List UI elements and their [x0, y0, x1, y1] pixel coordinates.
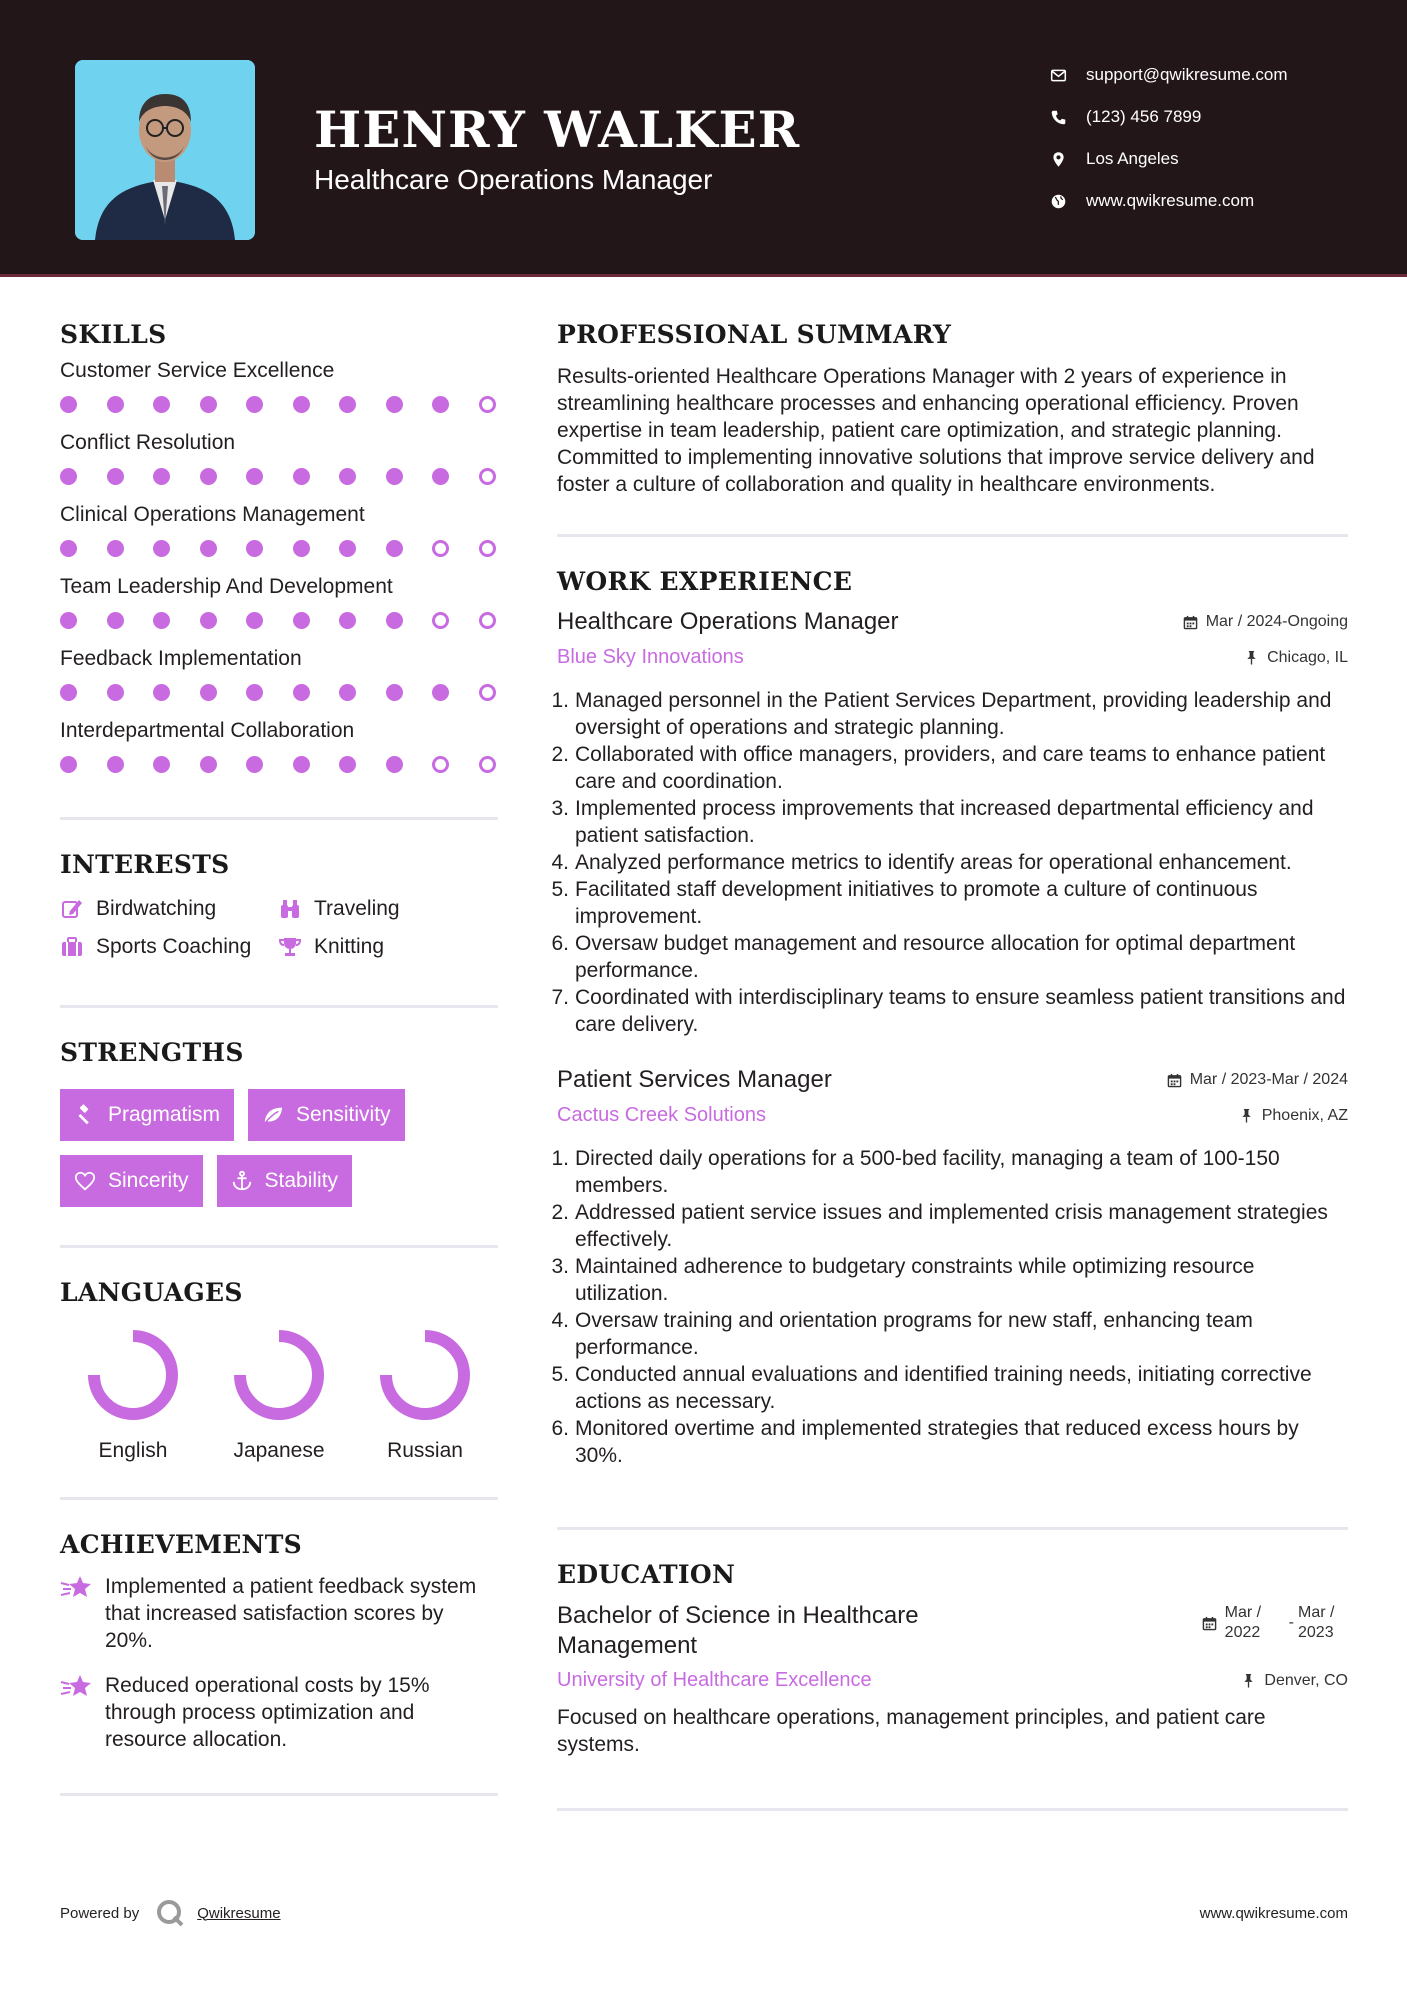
strength-label: Pragmatism: [108, 1103, 221, 1126]
skill-dot-filled: [293, 540, 310, 557]
job-location-text: Phoenix, AZ: [1261, 1106, 1348, 1124]
job-location: [1244, 649, 1348, 667]
interests-title: INTERESTS: [60, 850, 230, 879]
skill-rating: [60, 675, 498, 709]
skill-dot-filled: [107, 684, 124, 701]
skill-item: [60, 719, 498, 781]
contact-phone-text: (123) 456 7899: [1086, 107, 1202, 126]
section-divider: [557, 1527, 1348, 1530]
skill-dot-filled: [293, 468, 310, 485]
strengths-section: [60, 1038, 498, 1207]
skill-dot-filled: [246, 684, 263, 701]
education-title: EDUCATION: [557, 1560, 736, 1589]
summary-title: PROFESSIONAL SUMMARY: [557, 320, 952, 349]
pushpin-icon: [1244, 650, 1259, 665]
phone-icon: [1050, 109, 1086, 126]
responsibility-item: 6. Oversaw budget management and resource allocation for optimal department performance.: [551, 932, 1296, 982]
skill-dot-filled: [293, 612, 310, 629]
section-divider: [60, 1005, 498, 1008]
envelope-icon: [1050, 67, 1086, 84]
language-name: English: [98, 1439, 168, 1462]
calendar-icon: [1183, 615, 1198, 630]
responsibility-item: 5. Facilitated staff development initiatives to promote a culture of continuous improvement.: [551, 878, 1258, 928]
skills-section: [60, 320, 498, 781]
strength-chip: [60, 1089, 234, 1141]
skill-dot-filled: [339, 540, 356, 557]
responsibility-item: 2. Addressed patient service issues and implemented crisis management strategies effectively.: [551, 1201, 1328, 1251]
language-name: Russian: [387, 1439, 463, 1462]
language-item: [206, 1327, 352, 1463]
skill-name: Customer Service Excellence: [60, 359, 335, 382]
language-name: Japanese: [233, 1439, 325, 1462]
education-start: Mar / 2022: [1224, 1604, 1262, 1641]
job-entry: [551, 608, 1348, 1038]
job-location: [1239, 1107, 1348, 1125]
summary-text: Results-oriented Healthcare Operations Manager with 2 years of experience in streamlining healthcare processes and enhancing operational efficiency. Proven expertise in team leadership, patient care optimization, and strategic planning. Committed to implementing innovative solutions that improve service delivery and foster a culture of collaboration and quality in healthcare environments.: [557, 365, 1315, 496]
section-divider: [557, 1808, 1348, 1811]
job-title: Healthcare Operations Manager: [557, 608, 899, 635]
skill-dot-filled: [60, 468, 77, 485]
skill-dot-filled: [246, 612, 263, 629]
skill-dot-empty: [479, 468, 496, 485]
skill-name: Interdepartmental Collaboration: [60, 719, 355, 742]
interest-item: [60, 935, 278, 959]
skill-rating: [60, 531, 498, 565]
binoculars-icon: [278, 897, 302, 921]
skill-dot-filled: [339, 612, 356, 629]
skill-rating: [60, 747, 498, 781]
date-separator: -: [1288, 1614, 1294, 1631]
language-progress-arc: [386, 1336, 464, 1414]
skill-dot-filled: [200, 396, 217, 413]
skills-list: [60, 359, 498, 781]
strength-chip: [60, 1155, 203, 1207]
powered-by-label: Powered by: [60, 1904, 140, 1922]
skill-dot-filled: [432, 468, 449, 485]
skill-dot-filled: [432, 684, 449, 701]
section-divider: [60, 1793, 498, 1796]
achievements-section: [60, 1530, 498, 1753]
skill-name: Feedback Implementation: [60, 647, 302, 670]
language-progress-arc: [240, 1336, 318, 1414]
achievement-text: Implemented a patient feedback system that increased satisfaction scores by 20%.: [105, 1575, 477, 1652]
skill-dot-filled: [153, 396, 170, 413]
skill-dot-filled: [200, 684, 217, 701]
job-dates: [1183, 613, 1348, 631]
section-divider: [60, 1497, 498, 1500]
section-divider: [60, 1245, 498, 1248]
skill-dot-filled: [339, 684, 356, 701]
skill-dot-filled: [200, 612, 217, 629]
language-progress-ring: [85, 1327, 181, 1423]
skill-dot-filled: [386, 684, 403, 701]
skill-dot-filled: [153, 684, 170, 701]
skill-name: Clinical Operations Management: [60, 503, 365, 526]
pushpin-icon: [1241, 1673, 1256, 1688]
skill-dot-filled: [200, 468, 217, 485]
job-entry: [551, 1066, 1348, 1469]
interest-label: Sports Coaching: [96, 935, 252, 958]
skill-dot-empty: [479, 540, 496, 557]
job-title: Patient Services Manager: [557, 1066, 832, 1093]
responsibility-item: 1. Managed personnel in the Patient Services Department, providing leadership and oversight of operations and strategic planning.: [551, 689, 1332, 739]
achievement-text: Reduced operational costs by 15% through process optimization and resource allocation.: [105, 1674, 430, 1751]
section-divider: [60, 817, 498, 820]
contact-website-text: www.qwikresume.com: [1086, 191, 1255, 210]
skill-dot-filled: [246, 756, 263, 773]
company-name: Blue Sky Innovations: [557, 646, 744, 668]
strength-label: Sincerity: [108, 1169, 189, 1192]
gavel-icon: [74, 1104, 96, 1126]
school-name: University of Healthcare Excellence: [557, 1669, 872, 1691]
right-column: [551, 320, 1348, 1811]
language-progress-ring: [231, 1327, 327, 1423]
contact-website[interactable]: [1050, 180, 1390, 222]
skill-dot-filled: [293, 756, 310, 773]
skill-item: [60, 647, 498, 709]
skill-dot-filled: [107, 396, 124, 413]
responsibility-item: 5. Conducted annual evaluations and identified training needs, initiating corrective actions as necessary.: [551, 1363, 1312, 1413]
skill-name: Team Leadership And Development: [60, 575, 393, 598]
responsibility-item: 2. Collaborated with office managers, providers, and care teams to enhance patient care and coordination.: [551, 743, 1326, 793]
left-column: [60, 320, 498, 1796]
skill-dot-filled: [60, 612, 77, 629]
skill-dot-filled: [339, 468, 356, 485]
skill-dot-empty: [432, 612, 449, 629]
contact-phone[interactable]: [1050, 96, 1390, 138]
trophy-icon: [278, 935, 302, 959]
calendar-icon: [1202, 1616, 1217, 1631]
interest-label: Knitting: [314, 935, 385, 958]
leaf-icon: [262, 1104, 284, 1126]
skill-dot-filled: [246, 540, 263, 557]
job-dates: [1167, 1071, 1348, 1089]
skill-rating: [60, 603, 498, 637]
interest-label: Traveling: [314, 897, 400, 920]
skill-dot-filled: [153, 468, 170, 485]
language-item: [352, 1327, 498, 1463]
responsibility-item: 4. Oversaw training and orientation programs for new staff, enhancing team performance.: [551, 1309, 1253, 1359]
skill-dot-filled: [246, 468, 263, 485]
candidate-role: Healthcare Operations Manager: [314, 164, 713, 195]
job-dates-text: Mar / 2024-Ongoing: [1205, 613, 1348, 630]
skill-dot-filled: [386, 468, 403, 485]
location-pin-icon: [1050, 151, 1086, 168]
skill-dot-filled: [60, 684, 77, 701]
education-location-text: Denver, CO: [1264, 1671, 1348, 1689]
skill-dot-filled: [107, 540, 124, 557]
interest-item: [278, 935, 478, 959]
skill-rating: [60, 459, 498, 493]
achievements-title: ACHIEVEMENTS: [60, 1530, 302, 1559]
contact-list: [1050, 54, 1390, 222]
education-dates: [1202, 1603, 1348, 1643]
skill-dot-filled: [107, 468, 124, 485]
skills-title: SKILLS: [60, 320, 167, 349]
shooting-star-icon: [60, 1672, 94, 1700]
skill-dot-empty: [432, 756, 449, 773]
skill-item: [60, 359, 498, 421]
strength-chip: [217, 1155, 353, 1207]
interest-item: [60, 897, 278, 921]
skill-dot-filled: [386, 540, 403, 557]
shooting-star-icon: [60, 1573, 94, 1601]
skill-item: [60, 503, 498, 565]
responsibility-item: 7. Coordinated with interdisciplinary teams to ensure seamless patient transitions and care delivery.: [551, 986, 1346, 1036]
language-item: [60, 1327, 206, 1463]
skill-dot-filled: [107, 756, 124, 773]
globe-icon: [1050, 193, 1086, 210]
section-divider: [557, 534, 1348, 537]
skill-rating: [60, 387, 498, 421]
anchor-icon: [231, 1170, 253, 1192]
education-location: [1241, 1672, 1348, 1690]
qwikresume-link[interactable]: Qwikresume: [197, 1904, 281, 1922]
responsibility-item: 3. Implemented process improvements that increased departmental efficiency and patient satisfaction.: [551, 797, 1314, 847]
skill-dot-filled: [246, 396, 263, 413]
skill-item: [60, 575, 498, 637]
skill-dot-empty: [479, 612, 496, 629]
calendar-icon: [1167, 1073, 1182, 1088]
strengths-title: STRENGTHS: [60, 1038, 244, 1067]
job-responsibilities: [551, 1145, 1348, 1469]
contact-email-text: support@qwikresume.com: [1086, 65, 1288, 84]
skill-dot-filled: [293, 684, 310, 701]
skill-dot-filled: [386, 612, 403, 629]
suitcase-icon: [60, 935, 84, 959]
skill-dot-filled: [153, 756, 170, 773]
skill-dot-filled: [60, 396, 77, 413]
skill-dot-empty: [479, 396, 496, 413]
experience-title: WORK EXPERIENCE: [557, 567, 853, 596]
education-description: Focused on healthcare operations, management principles, and patient care systems.: [557, 1706, 1266, 1756]
skill-dot-filled: [153, 540, 170, 557]
strength-label: Stability: [264, 1169, 339, 1192]
skill-item: [60, 431, 498, 493]
strength-label: Sensitivity: [296, 1103, 391, 1126]
achievement-item: [60, 1573, 498, 1654]
strength-chip: [248, 1089, 405, 1141]
contact-email[interactable]: [1050, 54, 1390, 96]
skill-dot-filled: [432, 396, 449, 413]
interest-item: [278, 897, 478, 921]
summary-section: [557, 320, 1348, 498]
job-location-text: Chicago, IL: [1267, 648, 1348, 666]
skill-dot-filled: [60, 756, 77, 773]
degree-title: Bachelor of Science in Healthcare Management: [557, 1602, 919, 1659]
skill-dot-filled: [200, 540, 217, 557]
experience-section: [551, 567, 1348, 1469]
skill-dot-filled: [107, 612, 124, 629]
responsibility-item: 4. Analyzed performance metrics to identify areas for operational enhancement.: [551, 851, 1292, 874]
contact-location-text: Los Angeles: [1086, 149, 1179, 168]
skill-dot-empty: [479, 684, 496, 701]
skill-dot-filled: [386, 756, 403, 773]
education-section: [557, 1560, 1348, 1758]
contact-location: [1050, 138, 1390, 180]
footer-url[interactable]: www.qwikresume.com: [1199, 1905, 1348, 1922]
skill-dot-filled: [60, 540, 77, 557]
skill-dot-filled: [153, 612, 170, 629]
skill-dot-filled: [293, 396, 310, 413]
pushpin-icon: [1239, 1108, 1254, 1123]
company-name: Cactus Creek Solutions: [557, 1104, 766, 1126]
qwikresume-logo-icon: [155, 1898, 185, 1928]
skill-dot-filled: [386, 396, 403, 413]
languages-section: [60, 1278, 498, 1463]
language-progress-arc: [94, 1336, 172, 1414]
achievement-item: [60, 1672, 498, 1753]
candidate-name: HENRY WALKER: [314, 100, 801, 159]
language-progress-ring: [377, 1327, 473, 1423]
responsibility-item: 3. Maintained adherence to budgetary constraints while optimizing resource utilization.: [551, 1255, 1255, 1305]
skill-name: Conflict Resolution: [60, 431, 236, 454]
skill-dot-empty: [479, 756, 496, 773]
job-dates-text: Mar / 2023-Mar / 2024: [1189, 1071, 1348, 1088]
education-end: Mar / 2023: [1298, 1604, 1335, 1641]
heart-icon: [74, 1170, 96, 1192]
responsibility-item: 1. Directed daily operations for a 500-bed facility, managing a team of 100-150 members.: [551, 1147, 1280, 1197]
profile-photo: [75, 60, 255, 240]
header-accent-line: [0, 274, 1407, 277]
resume-header: [0, 0, 1407, 276]
responsibility-item: 6. Monitored overtime and implemented strategies that reduced excess hours by 30%.: [551, 1417, 1299, 1467]
skill-dot-filled: [200, 756, 217, 773]
skill-dot-filled: [339, 396, 356, 413]
interests-section: [60, 850, 498, 959]
interest-label: Birdwatching: [96, 897, 217, 920]
skill-dot-filled: [339, 756, 356, 773]
job-responsibilities: [551, 687, 1348, 1038]
pencil-icon: [60, 897, 84, 921]
languages-title: LANGUAGES: [60, 1278, 243, 1307]
footer-branding: [60, 1898, 281, 1928]
skill-dot-empty: [432, 540, 449, 557]
